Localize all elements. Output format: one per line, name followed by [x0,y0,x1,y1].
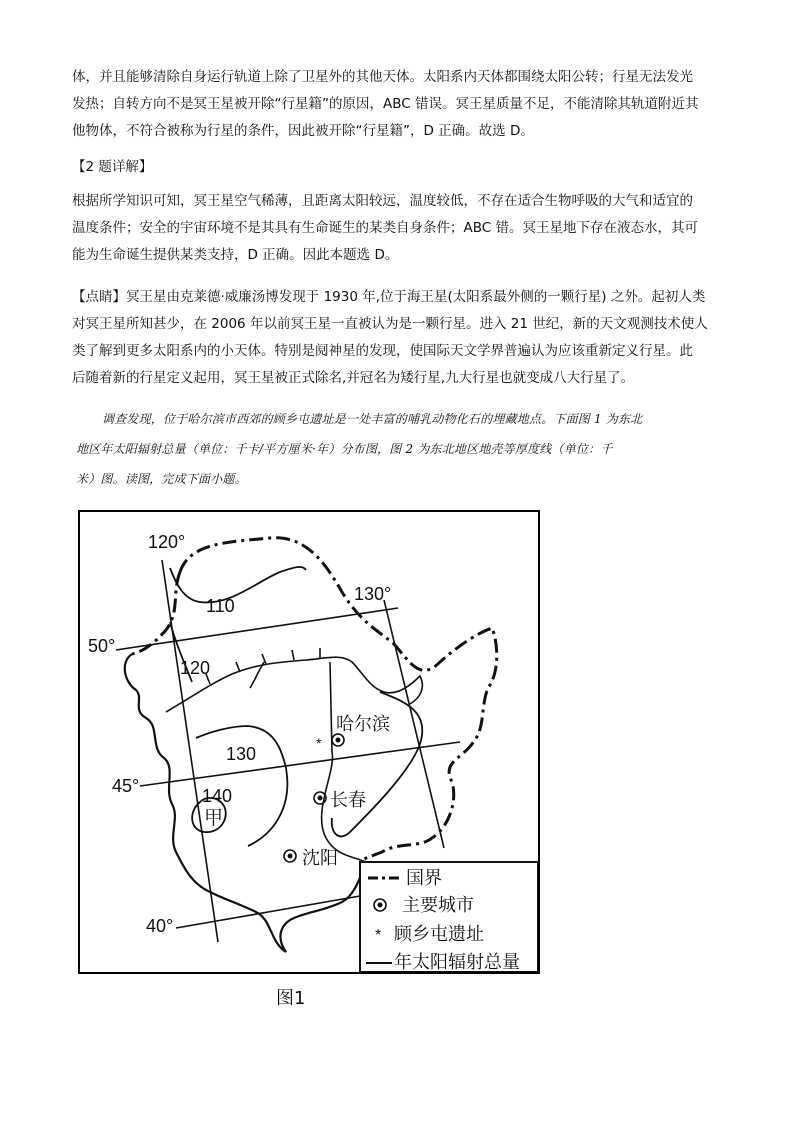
heading-2-detail: 【2 题详解】 [72,159,153,175]
text-line: 对冥王星所知甚少，在 2006 年以前冥王星一直被认为是一颗行星。进入 21 世纪，新的天文观测技术使人 [72,316,708,332]
isoline-label-110: 110 [206,596,235,616]
city-harbin [332,734,344,746]
city-label-harbin: 哈尔滨 [336,714,390,734]
figure-caption: 图1 [276,988,306,1009]
text-line: 体，并且能够清除自身运行轨道上除了卫星外的其他天体。太阳系内天体都围绕太阳公转；行星无法发光 [72,69,693,85]
meridian-130 [384,600,444,848]
isoline-label-140: 140 [202,786,233,806]
answer-paragraph-1 [72,64,722,145]
lat-label-40: 40° [146,916,174,936]
parallel-50 [116,608,398,650]
parallel-45 [140,742,460,786]
legend-site-label: 顾乡屯遗址 [394,924,484,944]
meridian-120 [162,560,218,942]
site-star: * [316,735,322,751]
text-line: 地区年太阳辐射总量（单位：千卡/平方厘米·年）分布图，图 2 为东北地区地壳等厚度线（单位：千 [76,442,613,456]
city-shenyang [284,850,296,862]
legend-city-label: 主要城市 [402,895,474,915]
map-canvas [80,512,538,972]
text-line: 调查发现，位于哈尔滨市西郊的顾乡屯遗址是一处丰富的哺乳动物化石的埋藏地点。下面图 1 为东北 [102,412,643,426]
legend-isoline-label: 年太阳辐射总量 [394,952,520,972]
text-line: 类了解到更多太阳系内的小天体。特别是阋神星的发现，使国际天文学界普遍认为应该重新定义行星。此 [72,343,693,359]
region-label-jia: 甲 [204,808,224,829]
map-figure [78,510,540,974]
isoline-label-120: 120 [180,658,211,678]
national-border [180,538,497,862]
text-line: 发热；自转方向不是冥王星被开除“行星籍”的原因，ABC 错误。冥王星质量不足，不能清除其轨道附近其 [72,96,699,112]
lat-label-50: 50° [88,636,116,656]
text-line: 米）图。读图，完成下面小题。 [76,472,247,486]
isoline-label-130: 130 [226,744,257,764]
text-line: 温度条件；安全的宇宙环境不是其具有生命诞生的某类自身条件；ABC 错。冥王星地下存在液态水，其可 [72,220,698,236]
text-line: 根据所学知识可知，冥王星空气稀薄，且距离太阳较远，温度较低，不存在适合生物呼吸的大气和适宜的 [72,193,693,209]
text-run: 冥王星由克莱德·威廉汤博发现于 1930 年,位于海王星(太阳系最外侧的一颗行星) 之外。起初人类 [126,289,706,305]
lat-label-45: 45° [112,776,140,796]
isoline-110 [170,567,306,603]
legend-site-symbol: * [375,927,382,944]
city-label-shenyang: 沈阳 [302,848,338,868]
section-heading [72,154,722,181]
dianjing-label: 【点睛】 [72,289,126,305]
dianjing-paragraph [72,284,722,392]
answer-paragraph-2 [72,188,722,269]
lon-label-120: 120° [148,532,186,552]
lon-label-130: 130° [354,584,392,604]
text-line: 后随着新的行星定义起用，冥王星被正式除名,并冠名为矮行星,九大行星也就变成八大行星了。 [72,370,635,386]
legend [360,862,538,972]
city-label-changchun: 长春 [330,790,366,810]
question-intro [76,404,726,494]
text-line: 能为生命诞生提供某类支持，D 正确。因此本题选 D。 [72,247,399,263]
legend-border-label: 国界 [406,868,442,888]
text-line [72,284,722,311]
text-line: 他物体，不符合被称为行星的条件，因此被开除“行星籍”，D 正确。故选 D。 [72,123,534,139]
admin-boundary [322,662,366,862]
